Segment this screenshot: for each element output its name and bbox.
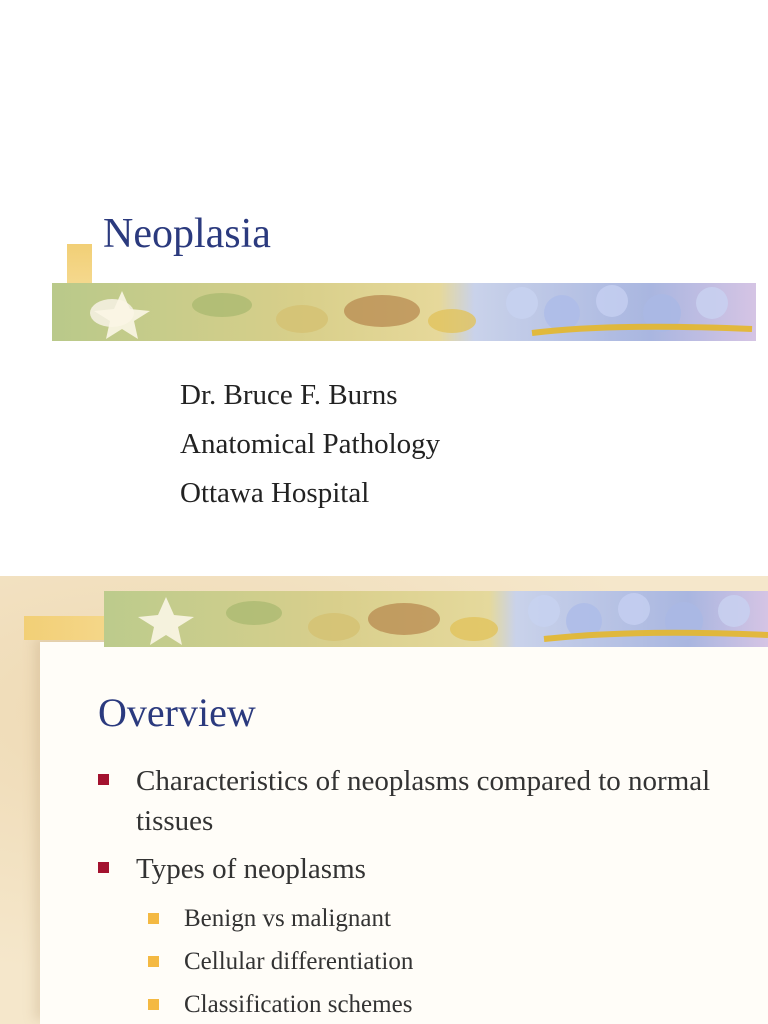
author-name: Dr. Bruce F. Burns xyxy=(180,379,398,411)
list-item xyxy=(98,849,738,889)
leaves-banner-icon xyxy=(104,591,768,647)
sub-bullet-square-icon xyxy=(148,999,159,1010)
department: Anatomical Pathology xyxy=(180,428,441,460)
sub-list-item xyxy=(148,897,738,940)
overview-slide xyxy=(0,576,768,1024)
slide-title: Neoplasia xyxy=(103,211,271,257)
decorative-leaves-banner xyxy=(52,283,756,341)
sub-list-item xyxy=(148,983,738,1024)
list-item xyxy=(98,761,738,841)
sub-bullet-text: Classification schemes xyxy=(184,991,413,1018)
bullet-square-icon xyxy=(98,862,109,873)
bullet-text: Characteristics of neoplasms compared to normal tissues xyxy=(136,765,711,837)
sub-list-item xyxy=(148,940,738,983)
bullet-square-icon xyxy=(98,774,109,785)
leaves-banner-icon xyxy=(52,283,756,341)
bullet-list xyxy=(98,761,738,1024)
sub-bullet-text: Benign vs malignant xyxy=(184,905,391,932)
slide-title: Overview xyxy=(98,690,256,735)
decorative-leaves-banner xyxy=(104,591,768,647)
institution: Ottawa Hospital xyxy=(180,477,370,509)
subtitle-block xyxy=(180,371,440,518)
sub-bullet-text: Cellular differentiation xyxy=(184,948,414,975)
bullet-text: Types of neoplasms xyxy=(136,853,366,885)
sub-bullet-square-icon xyxy=(148,956,159,967)
sub-bullet-square-icon xyxy=(148,913,159,924)
